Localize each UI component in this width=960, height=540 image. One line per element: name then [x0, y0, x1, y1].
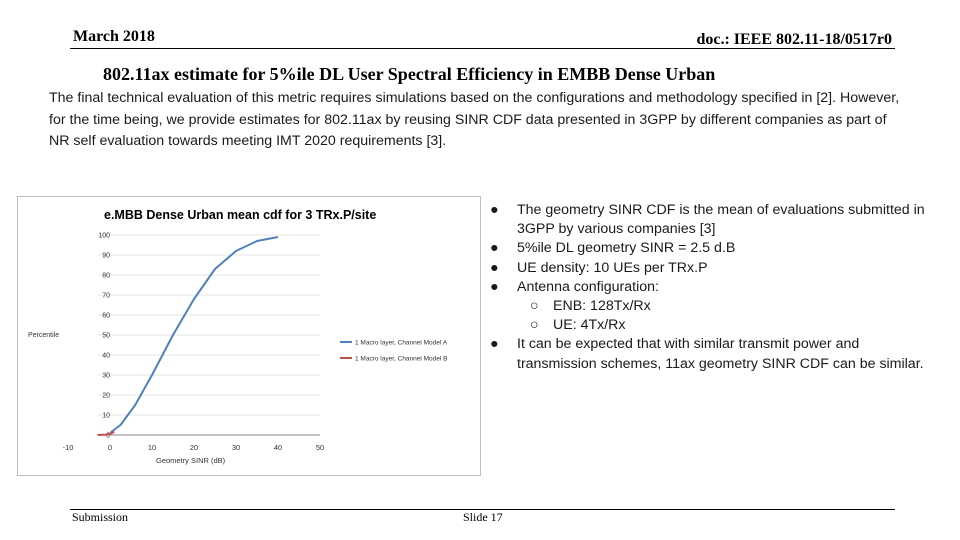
footer-slide-number: Slide 17 [463, 510, 503, 524]
footer-submission: Submission [72, 510, 129, 524]
x-tick-label: 10 [147, 443, 157, 452]
x-tick-label: 20 [189, 443, 199, 452]
header-date: March 2018 [73, 28, 155, 45]
y-tick-label: 80 [102, 272, 110, 280]
bullet-text: Antenna configuration: [517, 278, 659, 295]
cdf-chart [17, 196, 481, 476]
y-tick-label: 30 [102, 372, 110, 380]
slide-title: 802.11ax estimate for 5%ile DL User Spectral Efficiency in EMBB Dense Urban [103, 64, 716, 84]
bullet-item [490, 259, 940, 278]
y-tick-label: 100 [98, 232, 110, 240]
header-divider [70, 48, 895, 49]
sub-bullet-dot: ○ [530, 298, 539, 315]
legend-label: 1 Macro layer, Channel Model B [355, 355, 448, 363]
x-tick-label: 50 [315, 443, 325, 452]
legend-label: 1 Macro layer, Channel Model A [355, 339, 448, 347]
cdf-chart-svg [18, 197, 480, 475]
y-tick-label: 40 [102, 352, 110, 360]
bullet-dot: ● [490, 202, 499, 218]
sub-bullet-text: ENB: 128Tx/Rx [553, 298, 651, 315]
bullet-dot: ● [490, 259, 499, 276]
y-tick-label: 20 [102, 392, 110, 400]
y-tick-label: 50 [102, 332, 110, 340]
bullet-text: 5%ile DL geometry SINR = 2.5 d.B [517, 240, 736, 257]
sub-bullet-item [490, 297, 940, 316]
sub-bullet-text: UE: 4Tx/Rx [553, 317, 626, 334]
y-axis-label: Percentile [28, 332, 60, 339]
bullet-dot: ● [490, 336, 499, 353]
bullet-item [490, 335, 940, 373]
bullet-item [490, 239, 940, 258]
bullet-dot: ● [490, 278, 499, 295]
y-tick-label: 60 [102, 312, 110, 320]
x-tick-label: 30 [231, 443, 241, 452]
bullet-text: It can be expected that with similar transmit power and transmission schemes, 11ax geometry SINR CDF can be similar. [517, 336, 924, 372]
y-tick-label: 90 [102, 252, 110, 260]
intro-paragraph: The final technical evaluation of this metric requires simulations based on the configurations and methodology specified in [2]. However, for the time being, we provide estimates for 802.11ax by reusing SINR CDF data presented in 3GPP by different companies as part of NR self evaluation towards meeting IMT 2020 requirements [3]. [49, 90, 900, 149]
sub-bullet-dot: ○ [530, 317, 539, 334]
bullet-item [490, 201, 940, 239]
header-doc-id: doc.: IEEE 802.11-18/0517r0 [696, 31, 892, 48]
y-tick-label: 10 [102, 412, 110, 420]
chart-title: e.MBB Dense Urban mean cdf for 3 TRx.P/site [104, 208, 377, 222]
bullet-list [490, 201, 940, 374]
x-tick-label: -10 [62, 443, 74, 452]
x-tick-label: 0 [107, 443, 113, 452]
x-tick-label: 40 [273, 443, 283, 452]
bullet-item [490, 278, 940, 297]
x-axis-label: Geometry SINR (dB) [156, 456, 226, 465]
bullet-dot: ● [490, 240, 499, 257]
sub-bullet-item [490, 316, 940, 335]
bullet-text: The geometry SINR CDF is the mean of evaluations submitted in 3GPP by various companies [3] [517, 202, 925, 238]
bullet-text: UE density: 10 UEs per TRx.P [517, 259, 708, 276]
y-tick-label: 70 [102, 292, 110, 300]
y-tick-label: 0 [106, 432, 110, 440]
